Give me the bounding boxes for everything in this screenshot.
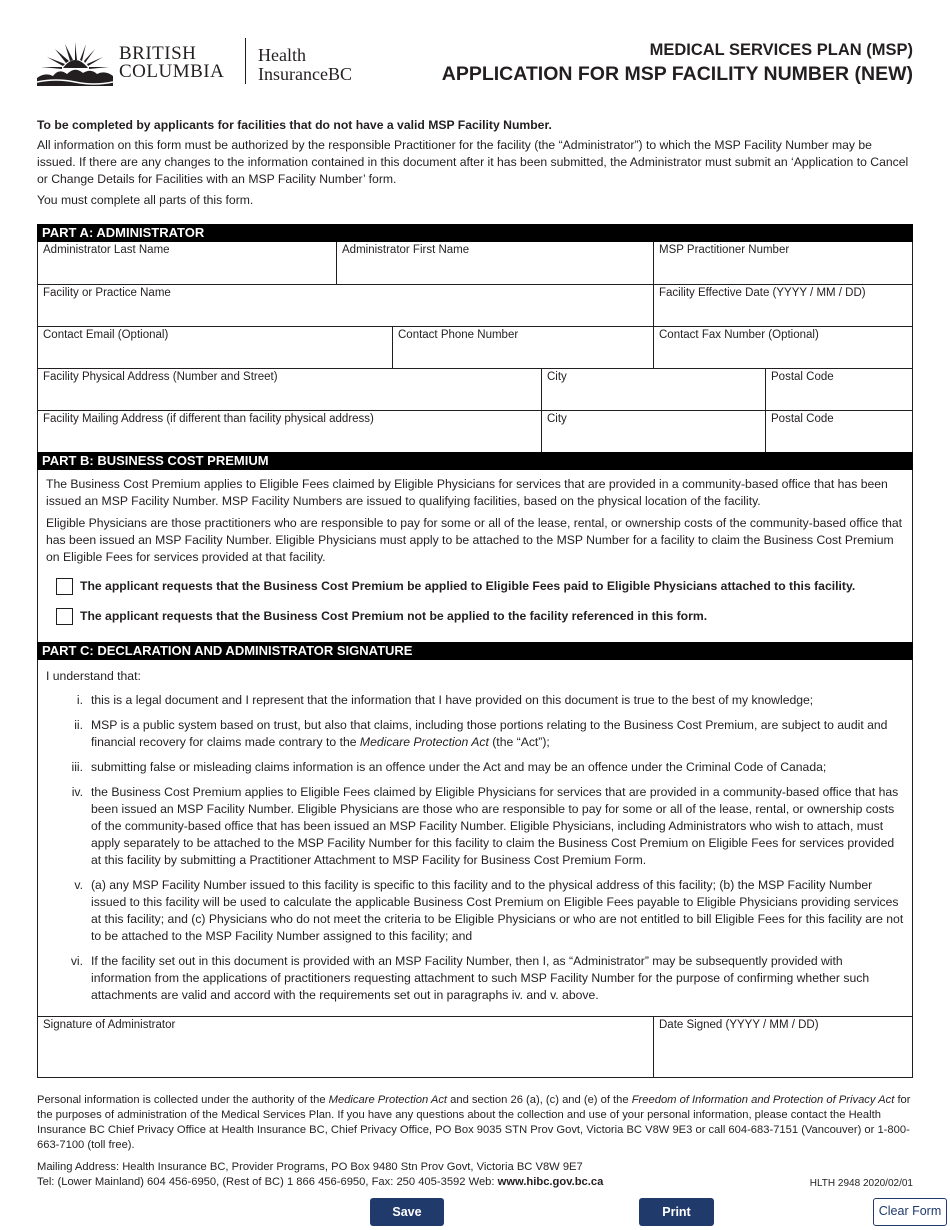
- print-button[interactable]: Print: [639, 1198, 714, 1226]
- bcp-option-apply: [38, 571, 912, 601]
- contact-line: Tel: (Lower Mainland) 604 456-6950, (Rest of BC) 1 866 456-6950, Fax: 250 405-3592 Web: www.hibc.gov.bc.ca: [37, 1176, 604, 1188]
- contact-fax-field[interactable]: Contact Fax Number (Optional): [653, 327, 912, 368]
- hibc-wordmark: Health InsuranceBC: [258, 45, 352, 84]
- mailing-city-field[interactable]: City: [541, 411, 765, 452]
- save-button[interactable]: Save: [370, 1198, 444, 1226]
- bcp-apply-label: The applicant requests that the Business Cost Premium be applied to Eligible Fees paid to Eligible Physicians attached to this facility.: [80, 579, 856, 593]
- bc-wordmark: BRITISH COLUMBIA: [119, 43, 225, 82]
- bcp-apply-checkbox[interactable]: [56, 578, 73, 595]
- part-a-heading: PART A: ADMINISTRATOR: [37, 224, 913, 242]
- intro-section: [37, 117, 913, 213]
- mailing-address-field[interactable]: Facility Mailing Address (if different than facility physical address): [43, 413, 374, 425]
- admin-last-name-field[interactable]: Administrator Last Name: [43, 244, 170, 256]
- page-header: [37, 36, 913, 92]
- contact-email-field[interactable]: Contact Email (Optional): [43, 329, 169, 341]
- bcp-not-apply-checkbox[interactable]: [56, 608, 73, 625]
- part-c-section: [37, 660, 913, 1017]
- declaration-item: iii. submitting false or misleading claims information is an offence under the Act and may be an offence under the Criminal Code of Canada;: [71, 760, 827, 774]
- intro-complete-note: You must complete all parts of this form.: [37, 193, 254, 207]
- part-c-heading: PART C: DECLARATION AND ADMINISTRATOR SIGNATURE: [37, 642, 913, 660]
- date-signed-field[interactable]: Date Signed (YYYY / MM / DD): [653, 1017, 912, 1077]
- declaration-intro: I understand that:: [46, 669, 141, 683]
- bcp-option-not-apply: [38, 601, 912, 631]
- contact-footer: [37, 1160, 637, 1190]
- intro-bold: To be completed by applicants for facilities that do not have a valid MSP Facility Number.: [37, 118, 552, 132]
- form-code: HLTH 2948 2020/02/01: [809, 1178, 913, 1189]
- mailing-postal-code-field[interactable]: Postal Code: [765, 411, 912, 452]
- declaration-item: v. (a) any MSP Facility Number issued to this facility is specific to this facility and to the physical address of this facility; (b) the MSP Facility Number issued to this facility will be used to calculate the applicable Business Cost Premium on Eligible Fees payable to Eligible Physicians providing services at this facility; and (c) Physicians who do not meet the criteria to be Eligible Physicians or who are not entitled to bill Eligible Fees for this facility are not to be attached to the MSP Facility Number assigned to this facility; and: [74, 878, 904, 943]
- declaration-item: vi. If the facility set out in this document is provided with an MSP Facility Number, then I, as “Administrator” may be subsequently provided with information from the applications of practitioners requesting attachment to such MSP Facility Number for the purpose of confirming whether such attachments are valid and accord with the requirements set out in paragraphs iv. and v. above.: [70, 954, 870, 1002]
- signature-field[interactable]: Signature of Administrator: [43, 1019, 176, 1031]
- form-title: [442, 40, 913, 87]
- bcp-paragraph-1: The Business Cost Premium applies to Eligible Fees claimed by Eligible Physicians for services that are provided in a community-based office that has been issued an MSP Facility Number. MSP Facility Numbers are issued to qualifying facilities, based on the physical location of the facility.: [46, 477, 888, 508]
- physical-postal-code-field[interactable]: Postal Code: [765, 369, 912, 410]
- website-link[interactable]: www.hibc.gov.bc.ca: [497, 1176, 604, 1188]
- mailing-address: Mailing Address: Health Insurance BC, Provider Programs, PO Box 9480 Stn Prov Govt, Victoria BC V8W 9E7: [37, 1161, 583, 1173]
- title-line-2: APPLICATION FOR MSP FACILITY NUMBER (NEW): [441, 63, 913, 85]
- declaration-list: [46, 692, 904, 1004]
- bc-logo: [37, 36, 367, 92]
- part-b-heading: PART B: BUSINESS COST PREMIUM: [37, 452, 913, 470]
- bcp-paragraph-2: Eligible Physicians are those practitioners who are responsible to pay for some or all of the lease, rental, or ownership costs of the community-based office that has been issued an MSP Facility Number. Eligible Physicians must apply to be attached to the MSP Number for a facility to claim the Business Cost Premium on Eligible Fees for services provided at that facility.: [46, 516, 903, 564]
- bc-sun-mountain-icon: [37, 38, 113, 88]
- facility-name-field[interactable]: Facility or Practice Name: [43, 287, 171, 299]
- privacy-notice: Personal information is collected under the authority of the Medicare Protection Act and section 26 (a), (c) and (e) of the Freedom of Information and Protection of Privacy Act for the purposes of administration of the Medical Services Plan. If you have any questions about the collection and use of your personal information, please contact the Health Insurance BC Chief Privacy Office at Health Insurance BC, Chief Privacy Office, PO Box 9035 STN Prov Govt, Victoria BC V8W 9E3 or call 604-683-7151 (Vancouver) or 1-800-663-7100 (toll free).: [37, 1094, 911, 1151]
- contact-phone-field[interactable]: Contact Phone Number: [392, 327, 653, 368]
- intro-paragraph: All information on this form must be authorized by the responsible Practitioner for the facility (the “Administrator”) to which the MSP Facility Number may be issued. If there are any changes to the information contained in this document after it has been submitted, the Administrator must submit an ‘Application to Cancel or Change Details for Facilities with an MSP Facility Number’ form.: [37, 138, 909, 186]
- physical-city-field[interactable]: City: [541, 369, 765, 410]
- part-a-form: [37, 242, 913, 453]
- title-line-1: MEDICAL SERVICES PLAN (MSP): [649, 41, 913, 59]
- admin-first-name-field[interactable]: Administrator First Name: [336, 242, 653, 284]
- logo-divider: [245, 38, 246, 84]
- clear-form-button[interactable]: Clear Form: [873, 1198, 947, 1226]
- declaration-item: i. this is a legal document and I represent that the information that I have provided on this document is true to the best of my knowledge;: [76, 693, 814, 707]
- signature-row: [37, 1016, 913, 1078]
- practitioner-number-field[interactable]: MSP Practitioner Number: [653, 242, 912, 284]
- bcp-not-apply-label: The applicant requests that the Business Cost Premium not be applied to the facility referenced in this form.: [80, 609, 708, 623]
- declaration-item: iv. the Business Cost Premium applies to Eligible Fees claimed by Eligible Physicians for services that are provided in a community-based office that has been issued an MSP Facility Number. Eligible Physicians are those who are responsible to pay for some or all of the lease, rental, or ownership costs of the community-based office that has been issued an MSP Facility Number. Eligible Physicians, including Administrators who wish to attach, must apply separately to be attached to the MSP Facility Number for this facility to claim the Business Cost Premium on Eligible Fees for services provided at this facility by submitting a Practitioner Attachment to MSP Facility for Business Cost Premium Form.: [71, 785, 899, 867]
- part-b-section: [37, 470, 913, 642]
- effective-date-field[interactable]: Facility Effective Date (YYYY / MM / DD): [653, 285, 912, 326]
- declaration-item: ii. MSP is a public system based on trust, but also that claims, including those portions relating to the Business Cost Premium, are subject to audit and financial recovery for claims made contrary to the Medicare Protection Act (the “Act”);: [74, 718, 888, 749]
- physical-address-field[interactable]: Facility Physical Address (Number and Street): [43, 371, 278, 383]
